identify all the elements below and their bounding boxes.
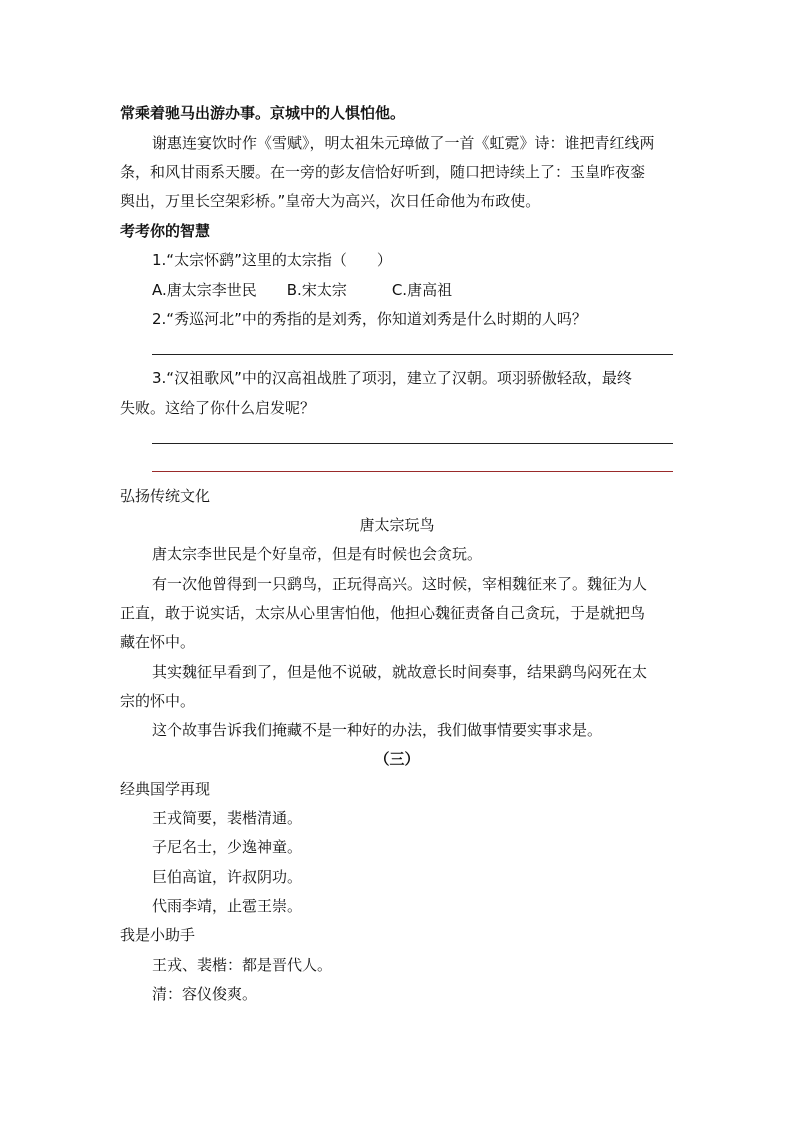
quiz-question-2: 2.“秀巡河北”中的秀指的是刘秀，你知道刘秀是什么时期的人吗？ — [152, 310, 587, 328]
culture-para-2-line-2: 正直，敢于说实话，太宗从心里害怕他，他担心魏征责备自己贪玩，于是就把鸟 — [120, 604, 646, 622]
answer-line-q2[interactable] — [152, 354, 673, 355]
culture-para-1: 唐太宗李世民是个好皇帝，但是有时候也会贪玩。 — [152, 545, 483, 563]
classics-heading: 经典国学再现 — [120, 780, 211, 798]
section-divider — [152, 471, 673, 472]
culture-heading: 弘扬传统文化 — [120, 487, 211, 505]
quiz-heading: 考考你的智慧 — [120, 222, 211, 240]
story-para2-line-1: 谢惠连宴饮时作《雪赋》，明太祖朱元璋做了一首《虹霓》诗：谁把青红线两 — [152, 134, 655, 152]
culture-para-2-line-1: 有一次他曾得到一只鹞鸟，正玩得高兴。这时候，宰相魏征来了。魏征为人 — [152, 575, 648, 593]
quiz-question-3-line-1: 3.“汉祖歌风”中的汉高祖战胜了项羽，建立了汉朝。项羽骄傲轻敌，最终 — [152, 369, 632, 387]
culture-para-3-line-2: 宗的怀中。 — [120, 692, 196, 710]
quiz-question-1-options: A.唐太宗李世民 B.宋太宗 C.唐高祖 — [152, 281, 453, 299]
section-number: （三） — [374, 750, 420, 768]
verse-line: 代雨李靖，止雹王崇。 — [152, 897, 303, 915]
story-para2-line-2: 条，和风甘雨系天腰。在一旁的彭友信恰好听到，随口把诗续上了：玉皇昨夜銮 — [120, 163, 646, 181]
helper-line: 清：容仪俊爽。 — [152, 985, 258, 1003]
answer-line-q3[interactable] — [152, 443, 673, 444]
helper-line: 王戎、裴楷：都是晋代人。 — [152, 956, 333, 974]
story-line-1: 常乘着驰马出游办事。京城中的人惧怕他。 — [120, 104, 406, 122]
quiz-question-3-line-2: 失败。这给了你什么启发呢？ — [120, 399, 316, 417]
verse-line: 王戎简要，裴楷清通。 — [152, 809, 303, 827]
culture-para-2-line-3: 藏在怀中。 — [120, 633, 196, 651]
quiz-question-1: 1.“太宗怀鹞”这里的太宗指（ ） — [152, 251, 392, 269]
verse-line: 子尼名士，少逸神童。 — [152, 838, 303, 856]
story-para2-line-3: 舆出，万里长空架彩桥。”皇帝大为高兴，次日任命他为布政使。 — [120, 192, 541, 210]
culture-para-3-line-1: 其实魏征早看到了，但是他不说破，就故意长时间奏事，结果鹞鸟闷死在太 — [152, 663, 648, 681]
verse-line: 巨伯高谊，许叔阴功。 — [152, 868, 303, 886]
helper-heading: 我是小助手 — [120, 926, 196, 944]
story-title: 唐太宗玩鸟 — [359, 516, 435, 534]
culture-para-4: 这个故事告诉我们掩藏不是一种好的办法，我们做事情要实事求是。 — [152, 721, 603, 739]
